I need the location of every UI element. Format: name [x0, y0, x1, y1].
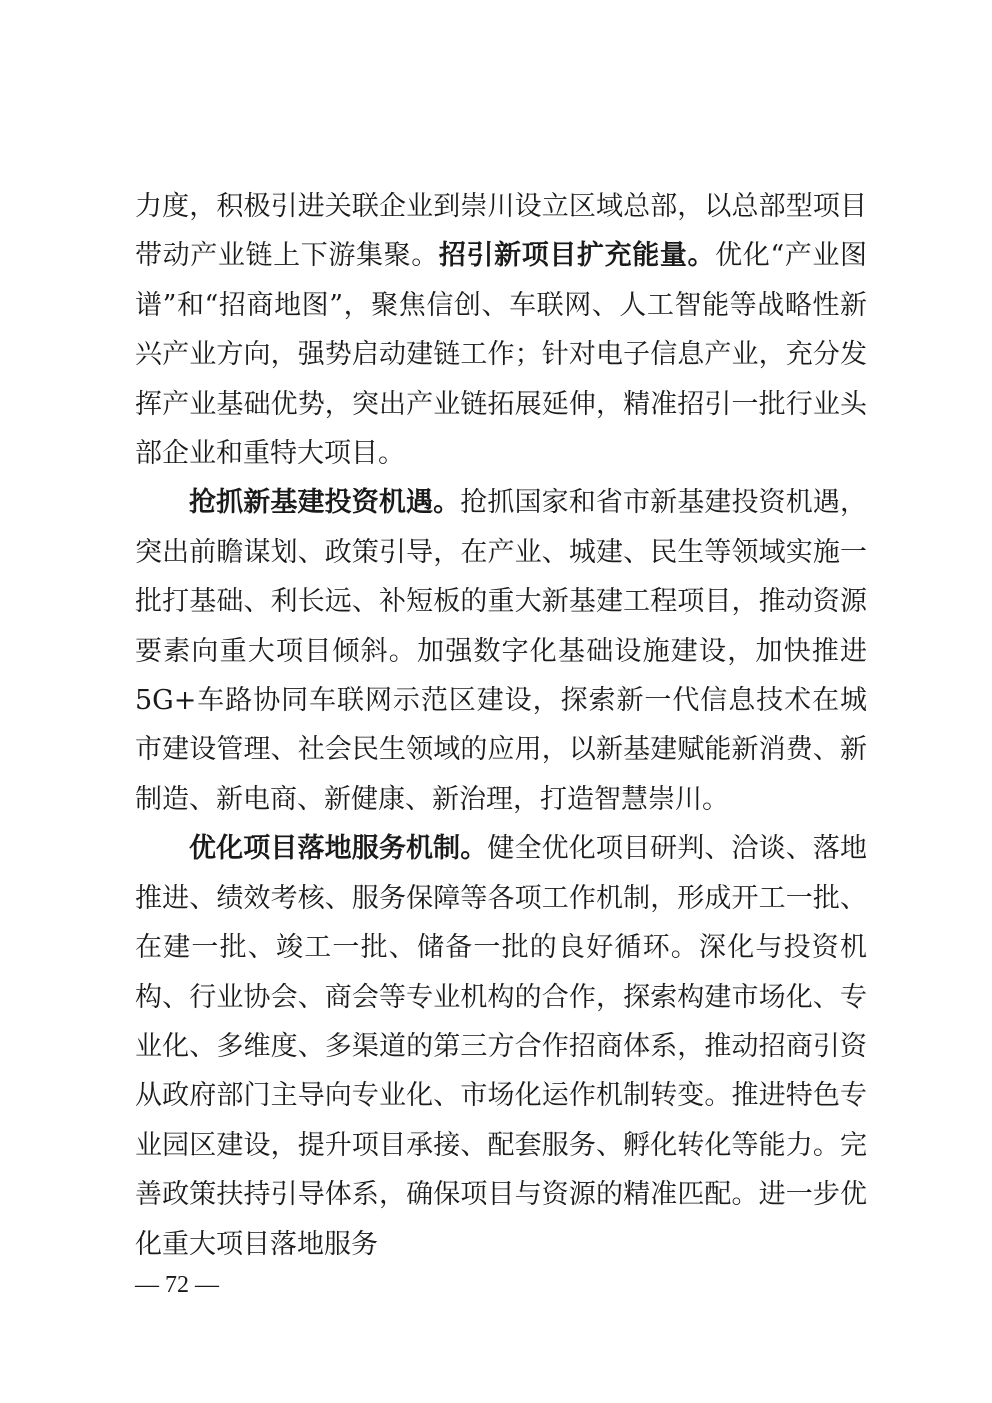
paragraph-text: 抢抓国家和省市新基建投资机遇，突出前瞻谋划、政策引导，在产业、城建、民生等领域实施一批打基础、利长远、补短板的重大新基建工程项目，推动资源要素向重大项目倾斜。加强数字化基础设施建设，加快推进5G+车路协同车联网示范区建设，探索新一代信息技术在城市建设管理、社会民生领域的应用，以新基建赋能新消费、新制造、新电商、新健康、新治理，打造智慧崇川。	[135, 487, 867, 815]
paragraph-text: 健全优化项目研判、洽谈、落地推进、绩效考核、服务保障等各项工作机制，形成开工一批、在建一批、竣工一批、储备一批的良好循环。深化与投资机构、行业协会、商会等专业机构的合作，探索构建市场化、专业化、多维度、多渠道的第三方合作招商体系，推动招商引资从政府部门主导向专业化、市场化运作机制转变。推进特色专业园区建设，提升项目承接、配套服务、孵化转化等能力。完善政策扶持引导体系，确保项目与资源的精准匹配。进一步优化重大项目落地服务	[135, 833, 867, 1260]
paragraph-project-service	[135, 824, 867, 1269]
page-number: — 72 —	[135, 1272, 219, 1298]
paragraph-heading: 抢抓新基建投资机遇。	[189, 487, 461, 519]
paragraph-heading: 优化项目落地服务机制。	[189, 833, 488, 865]
inline-heading-new-projects: 招引新项目扩充能量。	[438, 240, 716, 272]
paragraph-text: 力度，积极引进关联企业到崇川设立区域总部，以总部型项目带动产业链上下游集聚。	[135, 191, 867, 272]
paragraph-continued	[135, 182, 867, 478]
paragraph-text: 优化“产业图谱”和“招商地图”，聚焦信创、车联网、人工智能等战略性新兴产业方向，强势启动建链工作；针对电子信息产业，充分发挥产业基础优势，突出产业链拓展延伸，精准招引一批行业头部企业和重特大项目。	[135, 240, 868, 470]
paragraph-new-infrastructure	[135, 478, 867, 824]
document-body	[135, 182, 867, 1269]
